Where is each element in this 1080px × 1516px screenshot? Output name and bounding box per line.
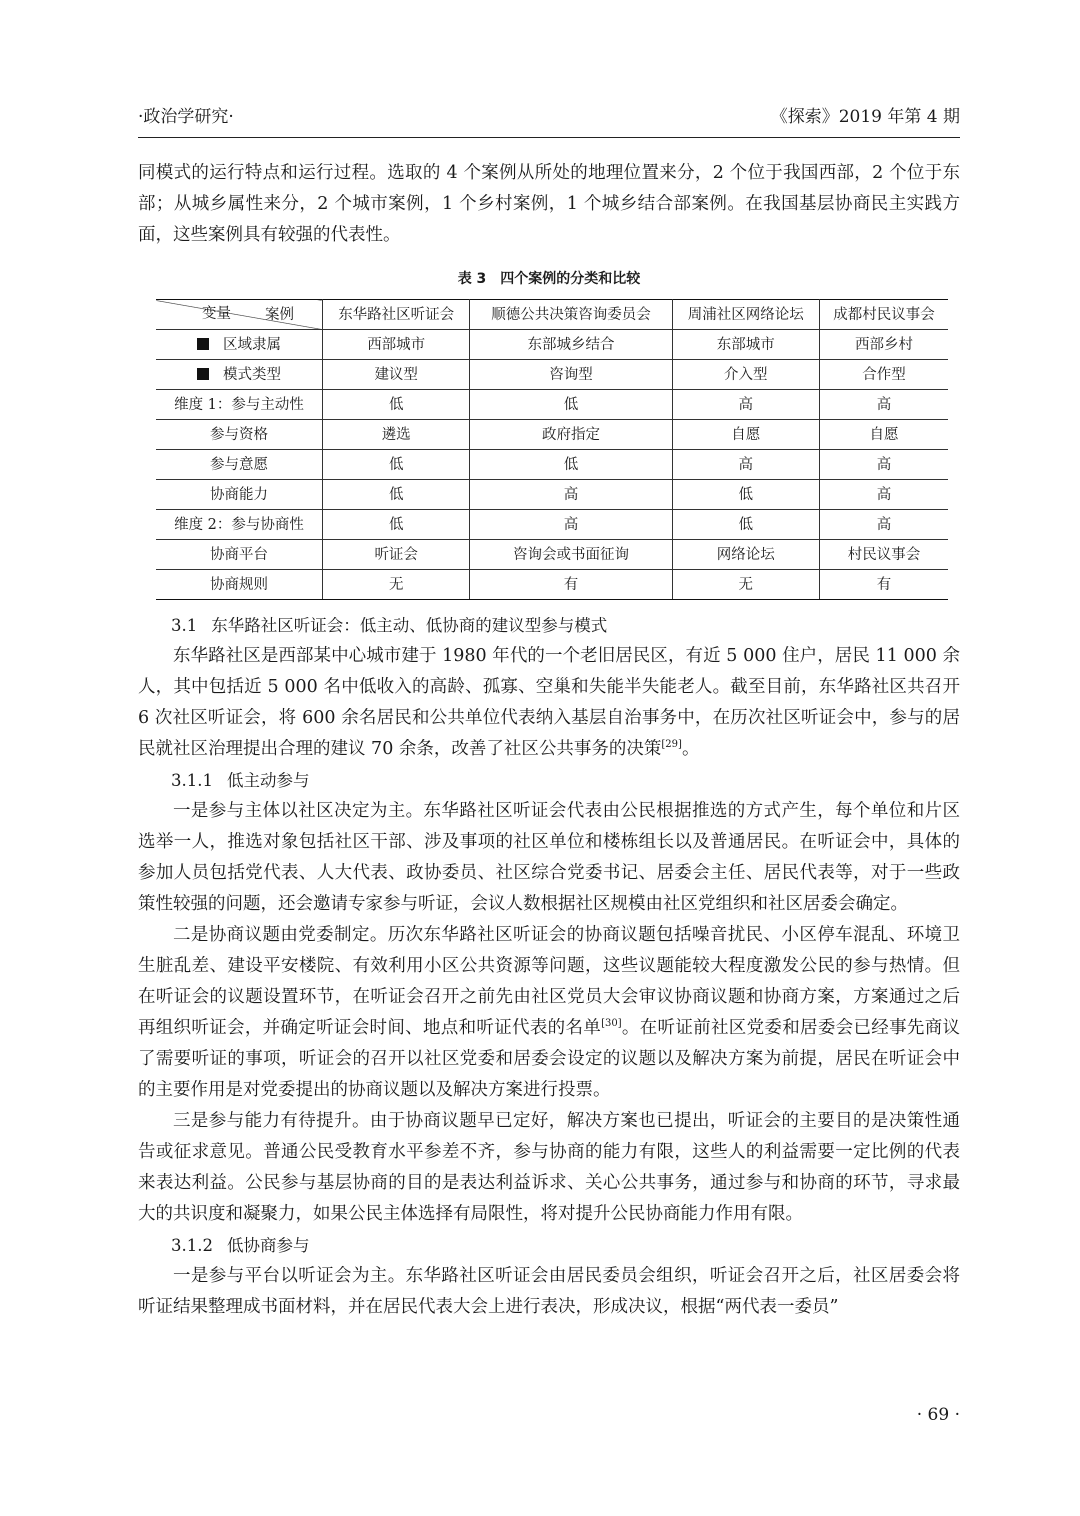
table-cell: 低 — [323, 390, 470, 420]
table-cell: 高 — [819, 480, 948, 510]
table-cell: 咨询型 — [470, 360, 672, 390]
table-row — [156, 390, 948, 420]
table-cell: 低 — [470, 450, 672, 480]
section-heading-3-1 — [138, 610, 960, 641]
table-cell: 自愿 — [672, 420, 819, 450]
table-row — [156, 480, 948, 510]
article-body — [138, 158, 960, 1323]
paragraph — [138, 641, 960, 765]
section-title: 低协商参与 — [226, 1236, 310, 1255]
row-label: 维度 2：参与协商性 — [156, 510, 323, 540]
corner-label-variable: 变量 — [202, 306, 231, 322]
row-label-text: 模式类型 — [223, 366, 281, 383]
row-label: 参与资格 — [156, 420, 323, 450]
table-row — [156, 420, 948, 450]
table-cell: 遴选 — [323, 420, 470, 450]
table-cell: 高 — [470, 510, 672, 540]
running-header — [138, 96, 960, 132]
table-row — [156, 450, 948, 480]
page-number: · 69 · — [916, 1405, 960, 1425]
table-row — [156, 510, 948, 540]
corner-label-case: 案例 — [265, 307, 294, 323]
section-number: 3.1 — [171, 616, 198, 635]
header-journal: 《探索》2019 年第 4 期 — [770, 106, 960, 127]
table-cell: 低 — [672, 480, 819, 510]
paragraph-text: 东华路社区是西部某中心城市建于 1980 年代的一个老旧居民区，有近 5 000 住户，居民 11 000 余人，其中包括近 5 000 名中低收入的高龄、孤寡、空巢和失能半失能老人。截至目前，东华路社区共召开 6 次社区听证会，将 600 余名居民和公共单位代表纳入基层自治事务中，在历次社区听证会中，参与的居民就社区治理提出合理的建议 70 余条，改善了社区公共事务的决策 — [138, 646, 960, 759]
paragraph-text: 二是协商议题由党委制定。历次东华路社区听证会的协商议题包括噪音扰民、小区停车混乱、环境卫生脏乱差、建设平安楼院、有效利用小区公共资源等问题，这些议题能较大程度激发公民的参与热情。但在听证会的议题设置环节，在听证会召开之前先由社区党员大会审议协商议题和协商方案，方案通过之后再组织听证会，并确定听证会时间、地点和听证代表的名单 — [138, 925, 960, 1038]
table-cell: 自愿 — [819, 420, 948, 450]
paragraph-text: 。在听证前社区党委和居委会已经事先商议了需要听证的事项，听证会的召开以社区党委和居委会设定的议题以及解决方案为前提，居民在听证会中的主要作用是对党委提出的协商议题以及解决方案进行投票。 — [138, 1018, 961, 1100]
table-cell: 东部城乡结合 — [470, 330, 672, 360]
table-cell: 建议型 — [323, 360, 470, 390]
table-row — [156, 330, 948, 360]
column-header: 成都村民议事会 — [819, 300, 948, 330]
table-cell: 高 — [819, 510, 948, 540]
row-label: 维度 1：参与主动性 — [156, 390, 323, 420]
paragraph-text: 。 — [681, 739, 700, 759]
section-title: 东华路社区听证会：低主动、低协商的建议型参与模式 — [211, 616, 608, 635]
table-cell: 西部城市 — [323, 330, 470, 360]
column-header: 东华路社区听证会 — [323, 300, 470, 330]
citation: [29] — [661, 739, 682, 750]
diagonal-header-cell — [156, 300, 323, 330]
table-cell: 咨询会或书面征询 — [470, 540, 672, 570]
table-cell: 听证会 — [323, 540, 470, 570]
row-label: 协商平台 — [156, 540, 323, 570]
paragraph: 一是参与平台以听证会为主。东华路社区听证会由居民委员会组织，听证会召开之后，社区居委会将听证结果整理成书面材料，并在居民代表大会上进行表决，形成决议，根据“两代表一委员” — [138, 1266, 960, 1317]
table-cell: 无 — [323, 570, 470, 600]
row-label-text: 区域隶属 — [223, 336, 281, 353]
table-cell: 高 — [819, 450, 948, 480]
square-bullet-icon — [197, 368, 209, 380]
paragraph: 一是参与主体以社区决定为主。东华路社区听证会代表由公民根据推选的方式产生，每个单位和片区选举一人，推选对象包括社区干部、涉及事项的社区单位和楼栋组长以及普通居民。在听证会中，具体的参加人员包括党代表、人大代表、政协委员、社区综合党委书记、居委会主任、居民代表等，对于一些政策性较强的问题，还会邀请专家参与听证，会议人数根据社区规模由社区党组织和社区居委会确定。 — [138, 801, 960, 914]
header-section: ·政治学研究· — [138, 106, 234, 127]
table-header-row — [156, 300, 948, 330]
table-cell: 低 — [323, 480, 470, 510]
row-label: 参与意愿 — [156, 450, 323, 480]
section-number: 3.1.1 — [171, 771, 213, 790]
column-header: 顺德公共决策咨询委员会 — [470, 300, 672, 330]
section-title: 低主动参与 — [226, 771, 310, 790]
table-cell: 高 — [819, 390, 948, 420]
square-bullet-icon — [197, 338, 209, 350]
table-caption: 表 3 四个案例的分类和比较 — [457, 271, 641, 287]
row-label — [156, 360, 323, 390]
header-rule — [138, 137, 960, 138]
table-cell: 有 — [470, 570, 672, 600]
section-heading-3-1-1 — [138, 765, 960, 796]
paragraph: 三是参与能力有待提升。由于协商议题早已定好，解决方案也已提出，听证会的主要目的是决策性通告或征求意见。普通公民受教育水平参差不齐，参与协商的能力有限，这些人的利益需要一定比例的代表来表达利益。公民参与基层协商的目的是表达利益诉求、关心公共事务，通过参与和协商的环节，寻求最大的共识度和凝聚力，如果公民主体选择有局限性，将对提升公民协商能力作用有限。 — [138, 1111, 960, 1224]
table-cell: 有 — [819, 570, 948, 600]
table-cell: 低 — [323, 450, 470, 480]
table-row — [156, 540, 948, 570]
row-label: 协商规则 — [156, 570, 323, 600]
table-cell: 低 — [323, 510, 470, 540]
table-cell: 无 — [672, 570, 819, 600]
table-row — [156, 360, 948, 390]
section-number: 3.1.2 — [171, 1236, 213, 1255]
column-header: 周浦社区网络论坛 — [672, 300, 819, 330]
table-cell: 东部城市 — [672, 330, 819, 360]
table-cell: 低 — [672, 510, 819, 540]
table-cell: 高 — [470, 480, 672, 510]
section-heading-3-1-2 — [138, 1230, 960, 1261]
intro-paragraph: 同模式的运行特点和运行过程。选取的 4 个案例从所处的地理位置来分，2 个位于我国西部，2 个位于东部；从城乡属性来分，2 个城市案例，1 个乡村案例，1 个城乡结合部案例。在我国基层协商民主实践方面，这些案例具有较强的代表性。 — [138, 163, 960, 245]
table-cell: 高 — [672, 390, 819, 420]
table-cell: 村民议事会 — [819, 540, 948, 570]
table-cell: 合作型 — [819, 360, 948, 390]
table-cell: 低 — [470, 390, 672, 420]
row-label: 协商能力 — [156, 480, 323, 510]
table-cell: 高 — [672, 450, 819, 480]
table-cell: 介入型 — [672, 360, 819, 390]
table-cell: 西部乡村 — [819, 330, 948, 360]
table-cell: 政府指定 — [470, 420, 672, 450]
table-row — [156, 570, 948, 600]
paragraph — [138, 920, 960, 1106]
comparison-table — [156, 299, 948, 600]
table-cell: 网络论坛 — [672, 540, 819, 570]
citation: [30] — [601, 1018, 622, 1029]
row-label — [156, 330, 323, 360]
